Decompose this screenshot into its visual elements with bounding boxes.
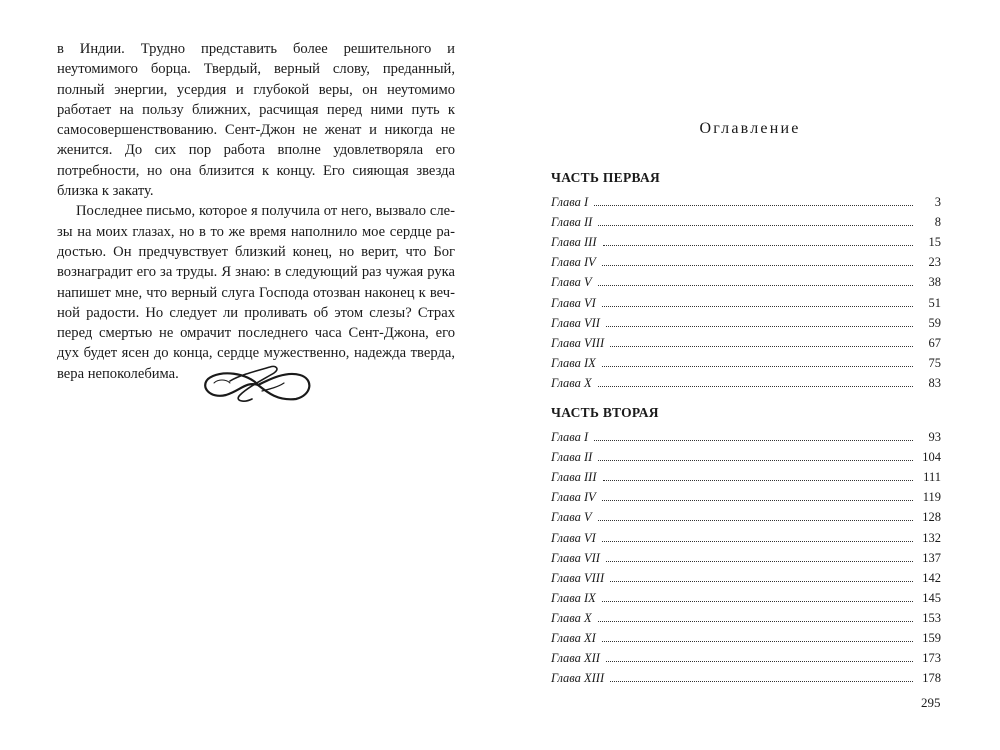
toc-entry: [551, 606, 941, 626]
toc-entry: [551, 505, 941, 525]
dot-leader: [610, 681, 913, 682]
chapter-label: Глава VII: [551, 550, 600, 565]
paragraph-2: Последнее письмо, которое я получила от него, вызвало слезы на моих глазах, но в то же время наполнило мое сердце радостью. Он предчувствует близкий конец, но верит, что Бог вознаградит его за труды. Я знаю: в следующий раз чужая рука напишет мне, что верный слуга Господа отозван наконец к вечной радости. Но следует ли проливать об этом слезы? Страх перед смертью не омрачит последнего часа Сент-Джона, его дух будет ясен до конца, сердце мужественно, надежда тверда, вера непоколебима.: [57, 203, 455, 382]
chapter-page-number: 59: [928, 315, 941, 330]
toc-entry: [551, 646, 941, 666]
toc-entry: [551, 230, 941, 250]
part-two-heading: ЧАСТЬ ВТОРАЯ: [551, 405, 659, 420]
dot-leader: [602, 306, 913, 307]
toc-entry: [551, 371, 941, 391]
chapter-label: Глава VI: [551, 295, 596, 310]
dot-leader: [603, 480, 913, 481]
toc-entry: [551, 190, 941, 210]
chapter-page-number: 83: [928, 375, 941, 390]
dot-leader: [598, 386, 913, 387]
chapter-label: Глава IV: [551, 255, 596, 270]
chapter-label: Глава X: [551, 375, 592, 390]
toc-entry: [551, 425, 941, 445]
part-one-heading: ЧАСТЬ ПЕРВАЯ: [551, 170, 661, 185]
paragraph-1: в Индии. Трудно представить более решительного и неутомимого борца. Твердый, верный слову, преданный, полный энергии, усердия и глубокой веры, он неутомимо работает на пользу ближних, расчищая перед ними путь к самосовершенствованию. Сент-Джон не женат и никогда не женится. До сих пор работа вполне удовлетворяла его потребности, но она близится к концу. Его сияющая звезда близка к закату.: [57, 41, 455, 200]
dot-leader: [602, 265, 913, 266]
toc-part-two: [551, 425, 941, 686]
toc-entry: [551, 626, 941, 646]
toc-entry: [551, 351, 941, 371]
chapter-label: Глава III: [551, 470, 597, 485]
dot-leader: [610, 581, 913, 582]
chapter-label: Глава XII: [551, 651, 600, 666]
toc-entry: [551, 311, 941, 331]
chapter-page-number: 8: [934, 215, 941, 230]
chapter-label: Глава XI: [551, 631, 596, 646]
chapter-page-number: 142: [922, 570, 941, 585]
chapter-page-number: 178: [922, 671, 941, 686]
dot-leader: [602, 601, 913, 602]
dot-leader: [594, 440, 913, 441]
chapter-page-number: 104: [922, 450, 941, 465]
dot-leader: [602, 541, 913, 542]
chapter-page-number: 159: [922, 631, 941, 646]
chapter-page-number: 75: [928, 355, 941, 370]
chapter-page-number: 3: [934, 195, 941, 210]
toc-entry: [551, 546, 941, 566]
toc-entry: [551, 445, 941, 465]
chapter-page-number: 111: [923, 470, 941, 485]
dot-leader: [602, 500, 913, 501]
chapter-label: Глава III: [551, 235, 597, 250]
chapter-label: Глава II: [551, 215, 593, 230]
chapter-page-number: 67: [928, 335, 941, 350]
chapter-page-number: 137: [922, 550, 941, 565]
toc-entry: [551, 586, 941, 606]
chapter-label: Глава VI: [551, 530, 596, 545]
toc-entry: [551, 331, 941, 351]
dot-leader: [598, 520, 913, 521]
toc-entry: [551, 290, 941, 310]
chapter-page-number: 145: [922, 590, 941, 605]
body-text: [57, 39, 455, 384]
chapter-label: Глава II: [551, 450, 593, 465]
dot-leader: [598, 460, 913, 461]
page-number: 295: [921, 695, 941, 710]
dot-leader: [598, 225, 913, 226]
chapter-label: Глава IV: [551, 490, 596, 505]
toc-entry: [551, 525, 941, 545]
chapter-label: Глава VII: [551, 315, 600, 330]
toc-entry: [551, 465, 941, 485]
toc-entry: [551, 270, 941, 290]
toc-title: Оглавление: [699, 120, 801, 137]
chapter-label: Глава IX: [551, 590, 596, 605]
dot-leader: [598, 621, 913, 622]
chapter-page-number: 119: [922, 490, 941, 505]
dot-leader: [606, 661, 913, 662]
toc-entry: [551, 485, 941, 505]
chapter-label: Глава X: [551, 610, 592, 625]
chapter-label: Глава I: [551, 195, 589, 210]
chapter-label: Глава V: [551, 510, 592, 525]
toc-entry: [551, 210, 941, 230]
dot-leader: [603, 245, 913, 246]
chapter-page-number: 93: [928, 430, 941, 445]
chapter-page-number: 38: [928, 275, 941, 290]
chapter-page-number: 51: [928, 295, 941, 310]
chapter-page-number: 153: [922, 610, 941, 625]
chapter-page-number: 23: [928, 255, 941, 270]
dot-leader: [602, 366, 913, 367]
chapter-page-number: 15: [928, 235, 941, 250]
toc-entry: [551, 566, 941, 586]
toc-entry: [551, 666, 941, 686]
chapter-label: Глава I: [551, 430, 589, 445]
dot-leader: [606, 561, 913, 562]
dot-leader: [594, 205, 913, 206]
chapter-label: Глава IX: [551, 355, 596, 370]
chapter-page-number: 132: [922, 530, 941, 545]
chapter-page-number: 173: [922, 651, 941, 666]
chapter-label: Глава VIII: [551, 570, 605, 585]
dot-leader: [598, 285, 913, 286]
chapter-page-number: 128: [922, 510, 941, 525]
dot-leader: [610, 346, 913, 347]
chapter-label: Глава XIII: [551, 671, 605, 686]
flourish-ornament-icon: [200, 361, 316, 409]
chapter-label: Глава VIII: [551, 335, 605, 350]
chapter-label: Глава V: [551, 275, 592, 290]
toc-entry: [551, 250, 941, 270]
dot-leader: [606, 326, 913, 327]
toc-part-one: [551, 190, 941, 391]
dot-leader: [602, 641, 913, 642]
